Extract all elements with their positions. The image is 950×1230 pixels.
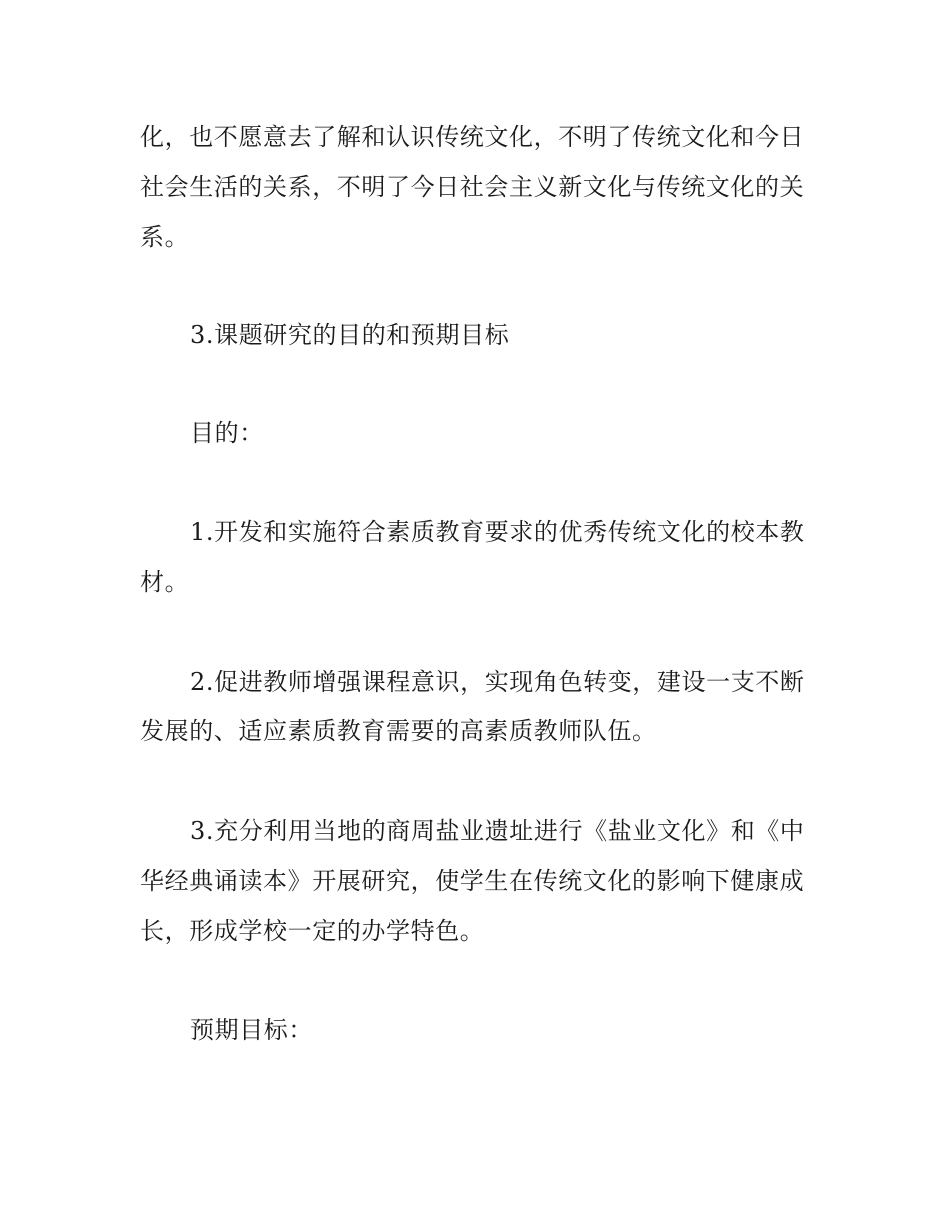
paragraph-line: 化，也不愿意去了解和认识传统文化，不明了传统文化和今日 bbox=[140, 123, 805, 151]
section-heading: 3.课题研究的目的和预期目标 bbox=[190, 321, 510, 349]
purpose-item-3-line: 长，形成学校一定的办学特色。 bbox=[140, 917, 485, 945]
purpose-item-3-line: 3.充分利用当地的商周盐业遗址进行《盐业文化》和《中 bbox=[190, 817, 805, 845]
paragraph-line: 社会生活的关系，不明了今日社会主义新文化与传统文化的关 bbox=[140, 173, 805, 201]
purpose-label: 目的： bbox=[190, 419, 264, 447]
purpose-item-2-line: 发展的、适应素质教育需要的高素质教师队伍。 bbox=[140, 717, 657, 745]
purpose-item-1-line: 1.开发和实施符合素质教育要求的优秀传统文化的校本教 bbox=[190, 518, 805, 546]
purpose-item-2-line: 2.促进教师增强课程意识，实现角色转变，建设一支不断 bbox=[190, 668, 805, 696]
purpose-item-1-line: 材。 bbox=[140, 568, 190, 596]
expected-goals-label: 预期目标： bbox=[190, 1016, 313, 1044]
paragraph-line: 系。 bbox=[140, 223, 190, 251]
purpose-item-3-line: 华经典诵读本》开展研究，使学生在传统文化的影响下健康成 bbox=[140, 867, 805, 895]
